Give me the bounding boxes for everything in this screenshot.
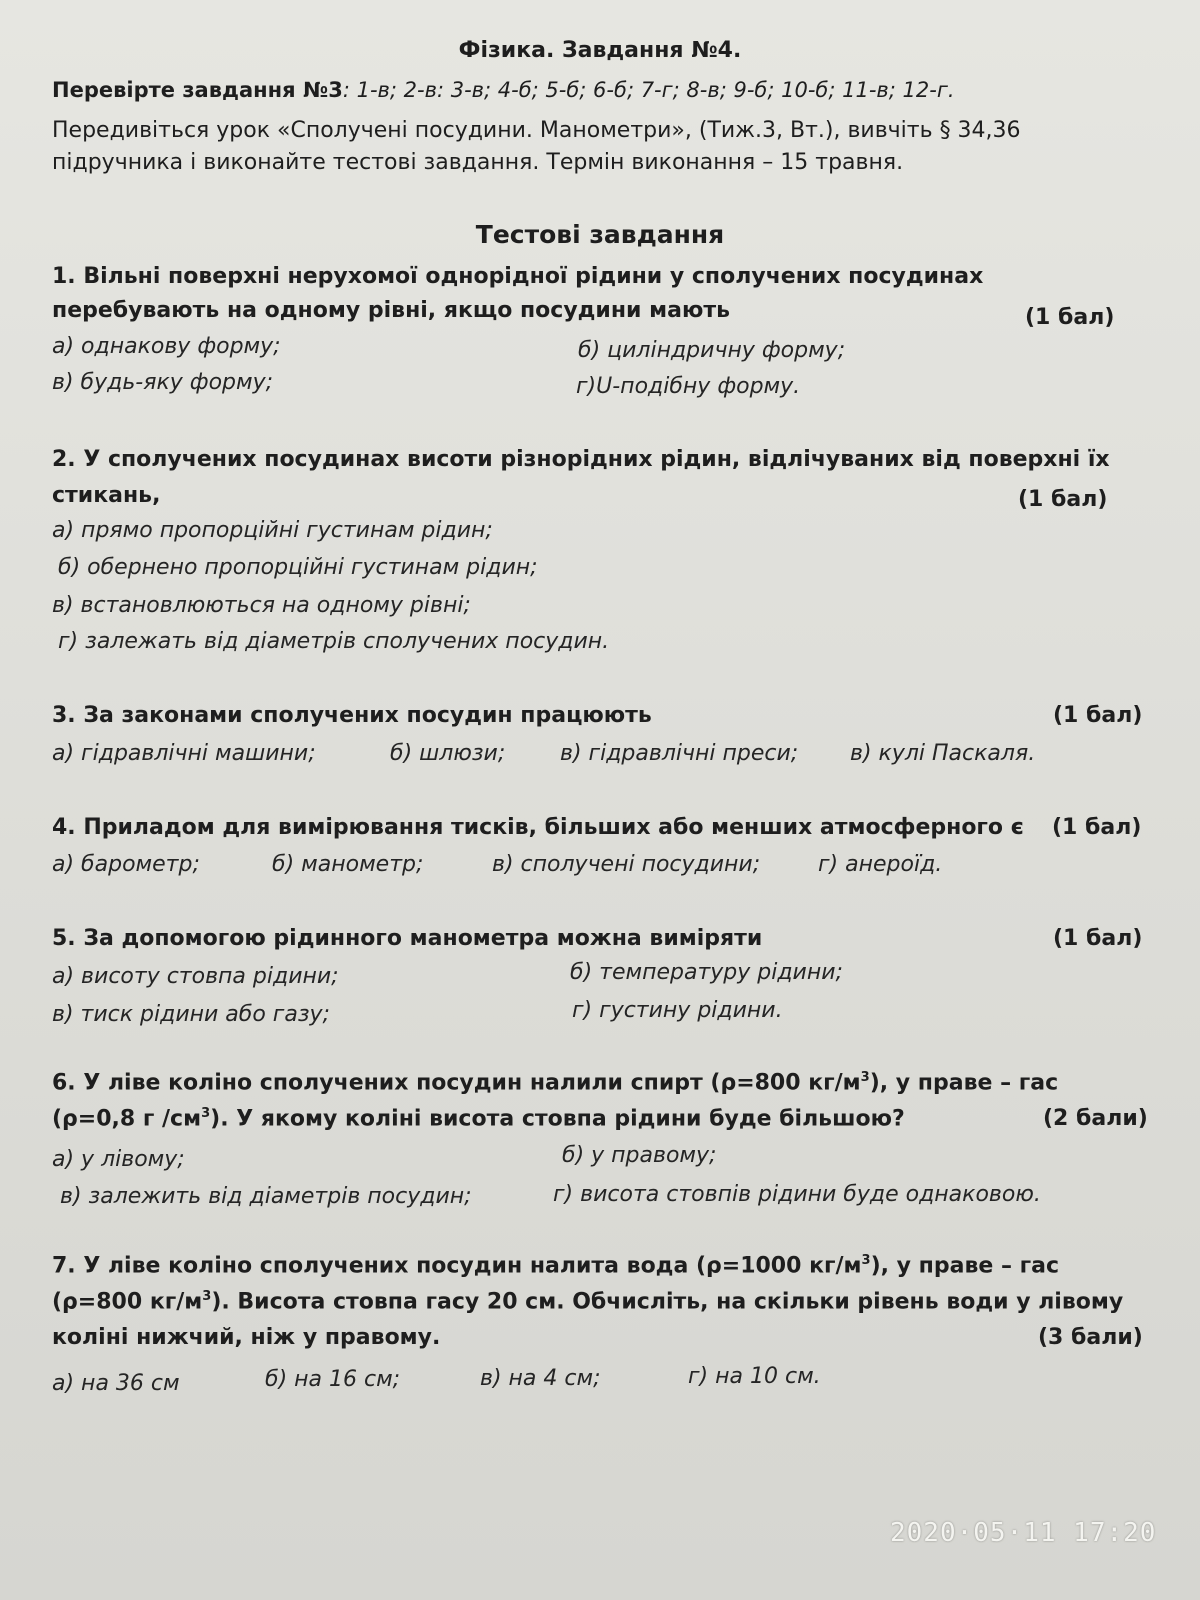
question-7-line-3: коліні нижчий, ніж у правому. — [52, 1325, 441, 1350]
question-4-option-c: в) сполучені посудини; — [492, 852, 761, 877]
question-6-line-2 — [52, 1106, 1012, 1131]
question-5-option-b: б) температуру рідини; — [570, 960, 843, 985]
question-2-option-b: б) обернено пропорційні густинам рідин; — [58, 555, 538, 580]
question-4-option-a: а) барометр; — [52, 852, 200, 877]
intro-line-2: підручника і виконайте тестові завдання. Термін виконання – 15 травня. — [52, 150, 904, 175]
question-6-line-2-start: (ρ=0,8 г /см — [52, 1106, 202, 1132]
question-6-superscript-2: 3 — [201, 1106, 211, 1121]
question-6-line-1-end: ), у праве – гас — [869, 1070, 1059, 1096]
question-3-option-b: б) шлюзи; — [390, 741, 506, 766]
question-1-line-1: 1. Вільні поверхні нерухомої однорідної рідини у сполучених посудинах — [52, 264, 984, 289]
question-4-option-d: г) анероїд. — [818, 852, 943, 877]
question-1-option-b: б) циліндричну форму; — [578, 338, 846, 363]
question-7-superscript-1: 3 — [861, 1253, 871, 1268]
question-1-option-a: а) однакову форму; — [52, 334, 281, 359]
question-2-option-a: а) прямо пропорційні густинам рідин; — [52, 518, 493, 543]
question-7-line-1 — [52, 1253, 1142, 1278]
question-7-line-2-end: ). Висота стовпа гасу 20 см. Обчисліть, на скільки рівень води у лівому — [211, 1289, 1124, 1315]
answer-check-line — [52, 78, 1162, 102]
question-3-points: (1 бал) — [1053, 703, 1143, 728]
question-5-line-1: 5. За допомогою рідинного манометра можна виміряти — [52, 926, 763, 951]
question-1-line-2: перебувають на одному рівні, якщо посудини мають — [52, 298, 731, 323]
question-7-option-b: б) на 16 см; — [265, 1367, 401, 1392]
worksheet-title: Фізика. Завдання №4. — [458, 38, 742, 63]
question-6-option-a: а) у лівому; — [52, 1147, 185, 1172]
question-7-line-1-start: 7. У ліве коліно сполучених посудин налита вода (ρ=1000 кг/м — [52, 1253, 862, 1279]
question-7-line-1-end: ), у праве – гас — [870, 1253, 1059, 1279]
question-7-option-d: г) на 10 см. — [688, 1364, 821, 1389]
question-3-line-1: 3. За законами сполучених посудин працюють — [52, 703, 652, 728]
question-6-superscript-1: 3 — [860, 1070, 870, 1085]
question-1-points: (1 бал) — [1025, 305, 1115, 330]
question-5-option-c: в) тиск рідини або газу; — [52, 1002, 330, 1027]
answer-check-label: Перевірте завдання №3 — [52, 78, 343, 102]
question-4-option-b: б) манометр; — [272, 852, 424, 877]
answer-check-values: : 1-в; 2-в: 3-в; 4-б; 5-б; 6-б; 7-г; 8-в; 9-б; 10-б; 11-в; 12-г. — [342, 78, 955, 102]
question-6-line-2-end: ). У якому коліні висота стовпа рідини буде більшою? — [210, 1106, 905, 1132]
question-4-points: (1 бал) — [1052, 815, 1142, 840]
question-2-line-2: стикань, — [52, 483, 161, 508]
question-7-points: (3 бали) — [1038, 1325, 1143, 1350]
question-6-option-b: б) у правому; — [562, 1143, 717, 1168]
question-2-line-1: 2. У сполучених посудинах висоти різнорідних рідин, відлічуваних від поверхні їх — [52, 447, 1110, 472]
photo-timestamp: 2020·05·11 17:20 — [890, 1518, 1157, 1548]
question-4-line-1: 4. Приладом для вимірювання тисків, більших або менших атмосферного є — [52, 815, 1024, 840]
question-2-points: (1 бал) — [1018, 487, 1108, 512]
question-2-option-c: в) встановлюються на одному рівні; — [52, 593, 471, 618]
section-title: Тестові завдання — [475, 220, 725, 249]
question-3-option-a: а) гідравлічні машини; — [52, 741, 316, 766]
question-6-option-d: г) висота стовпів рідини буде однаковою. — [553, 1182, 1041, 1207]
question-7-superscript-2: 3 — [202, 1289, 212, 1304]
question-5-points: (1 бал) — [1053, 926, 1143, 951]
question-3-option-c: в) гідравлічні преси; — [560, 741, 799, 766]
question-5-option-a: а) висоту стовпа рідини; — [52, 964, 339, 989]
question-5-option-d: г) густину рідини. — [572, 998, 783, 1023]
question-7-option-c: в) на 4 см; — [480, 1366, 601, 1391]
question-6-option-c: в) залежить від діаметрів посудин; — [60, 1184, 472, 1209]
question-7-option-a: а) на 36 см — [52, 1371, 180, 1396]
question-2-option-d: г) залежать від діаметрів сполучених посудин. — [58, 629, 610, 654]
question-7-line-2 — [52, 1289, 1142, 1314]
question-6-points: (2 бали) — [1043, 1106, 1148, 1131]
question-6-line-1 — [52, 1070, 1142, 1095]
question-1-option-d: г)U-подібну форму. — [576, 374, 801, 399]
question-6-line-1-start: 6. У ліве коліно сполучених посудин налили спирт (ρ=800 кг/м — [52, 1070, 861, 1096]
question-3-option-d: в) кулі Паскаля. — [850, 741, 1036, 766]
intro-line-1: Передивіться урок «Сполучені посудини. Манометри», (Тиж.3, Вт.), вивчіть § 34,36 — [52, 118, 1021, 143]
question-7-line-2-start: (ρ=800 кг/м — [52, 1289, 203, 1315]
question-1-option-c: в) будь-яку форму; — [52, 370, 274, 395]
